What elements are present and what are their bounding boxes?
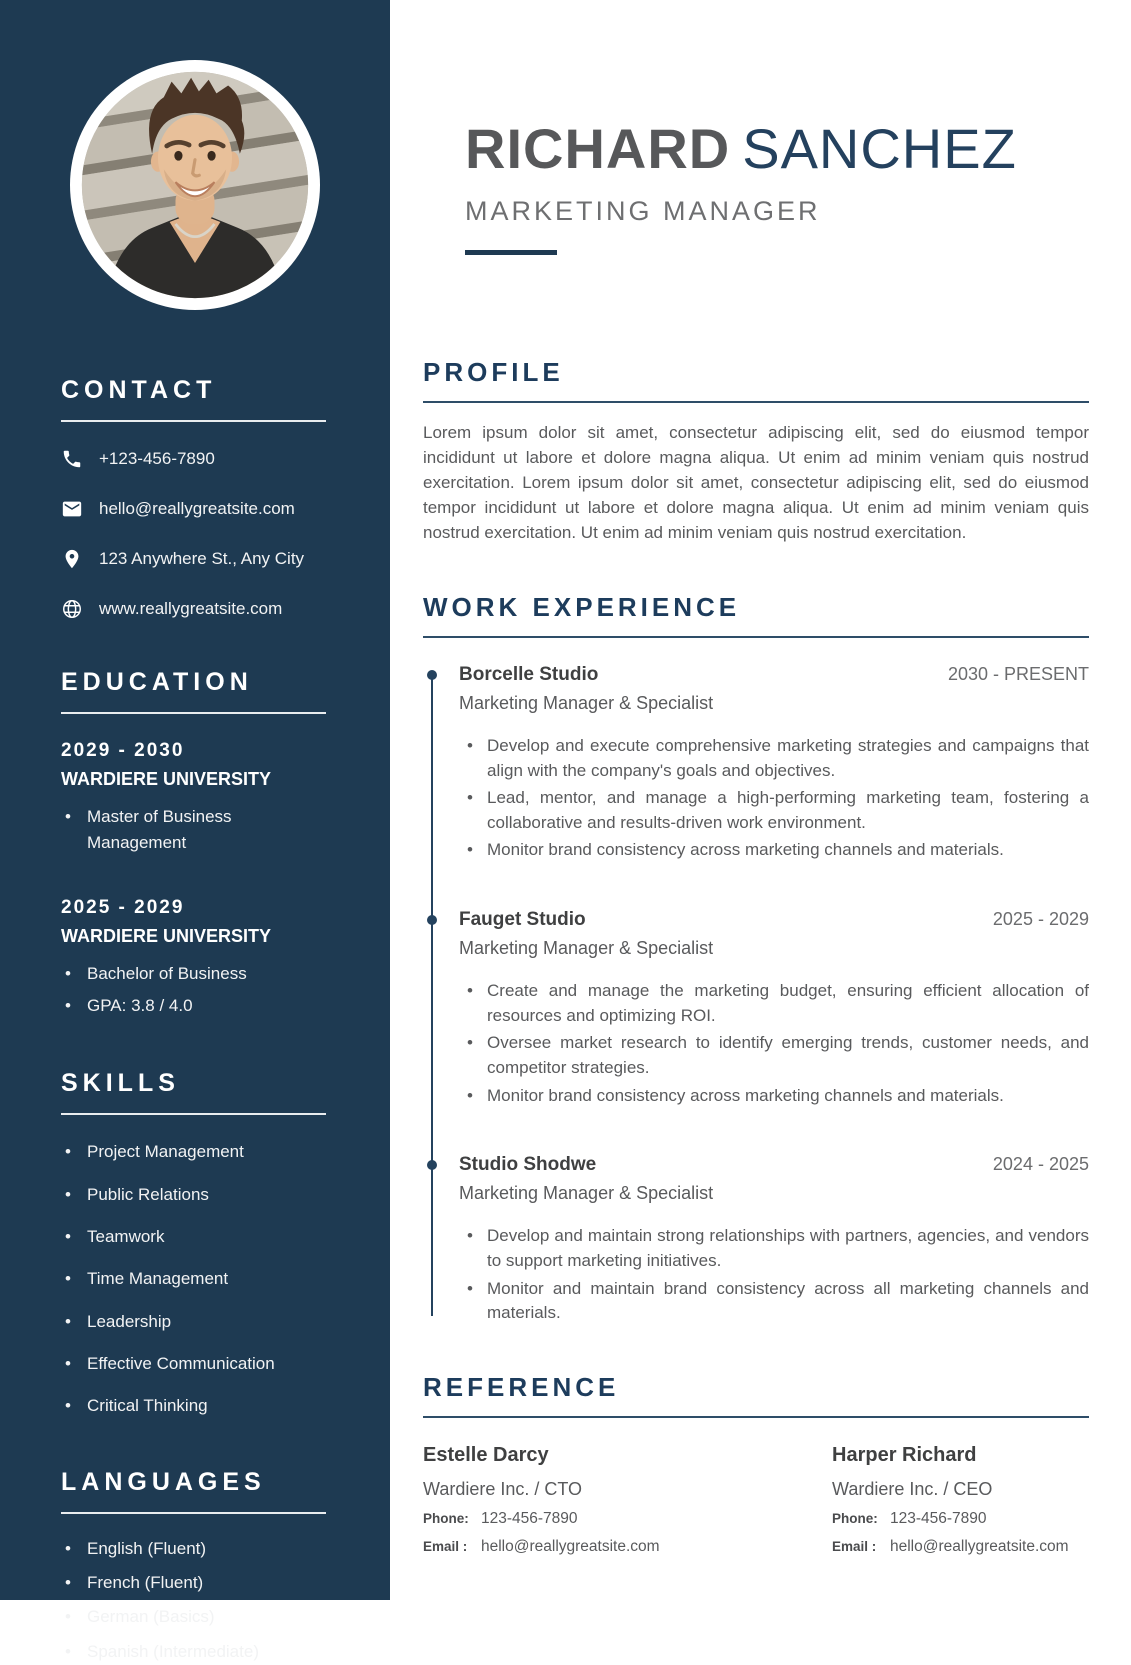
mail-icon [61,498,83,520]
job-entry-shodwe [459,1154,1089,1326]
job-entry-fauget [459,909,1089,1108]
education-details [61,961,326,1020]
languages-list [61,1536,326,1665]
reference-grid [423,1444,1089,1556]
job-bullets [459,734,1089,863]
accent-bar [465,250,557,255]
phone-value: 123-456-7890 [890,1509,987,1527]
reference-company-role: Wardiere Inc. / CEO [832,1478,993,1499]
contact-address-text: 123 Anywhere St., Any City [99,549,305,568]
education-school: WARDIERE UNIVERSITY [61,925,272,946]
contact-item-address [61,548,326,570]
profile-heading: PROFILE [423,357,564,387]
education-detail: • Master of Business Management [61,804,326,857]
phone-value: 123-456-7890 [481,1509,578,1527]
profile-photo [70,60,320,310]
email-value: hello@reallygreatsite.com [890,1537,1069,1555]
last-name: SANCHEZ [742,117,1017,180]
education-details [61,804,326,857]
job-bullet: • Develop and execute comprehensive marketing strategies and campaigns that align with the company's goals and objectives. [459,734,1089,783]
reference-person-estelle [423,1444,832,1556]
reference-phone-row [423,1510,832,1528]
skill-item: • Public Relations [61,1182,326,1208]
location-icon [61,548,83,570]
contact-website-text: www.reallygreatsite.com [99,599,283,618]
job-bullet: • Monitor brand consistency across marketing channels and materials. [459,1084,1089,1109]
job-bullet: • Create and manage the marketing budget, ensuring efficient allocation of resources and optimizing ROI. [459,979,1089,1028]
contact-section [61,376,326,620]
phone-label: Phone: [423,1510,469,1526]
education-entry [61,740,326,857]
reference-person-harper [832,1444,1089,1556]
job-title: MARKETING MANAGER [465,196,821,226]
skill-item: • Project Management [61,1139,326,1165]
reference-name: Harper Richard [832,1443,977,1466]
skills-section [61,1069,326,1419]
globe-icon [61,598,83,620]
reference-name: Estelle Darcy [423,1443,549,1466]
first-name: RICHARD [465,117,731,180]
job-bullets [459,979,1089,1108]
job-bullets [459,1224,1089,1326]
language-item: • German (Basics) [61,1604,326,1630]
job-bullet: • Lead, mentor, and manage a high-performing marketing team, fostering a collaborative and results-driven work environment. [459,786,1089,835]
education-heading: EDUCATION [61,668,326,714]
job-bullet: • Monitor and maintain brand consistency across all marketing channels and materials. [459,1277,1089,1326]
email-value: hello@reallygreatsite.com [481,1537,660,1555]
language-item: • English (Fluent) [61,1536,326,1562]
education-years: 2029 - 2030 [61,740,185,761]
job-head [459,1154,1089,1204]
reference-company-role: Wardiere Inc. / CTO [423,1478,583,1499]
job-period: 2024 - 2025 [992,1154,1089,1175]
job-head [459,909,1089,959]
job-head [459,664,1089,714]
header-block [423,116,1089,255]
education-entry [61,897,326,1020]
contact-item-phone [61,448,326,470]
job-role: Marketing Manager & Specialist [459,1183,714,1204]
job-bullet: • Oversee market research to identify emerging trends, customer needs, and competitor strategies. [459,1031,1089,1080]
section-rule [423,401,1089,403]
job-period: 2030 - PRESENT [947,663,1089,684]
job-bullet: • Monitor brand consistency across marketing channels and materials. [459,838,1089,863]
skills-heading: SKILLS [61,1069,326,1115]
job-bullet: • Develop and maintain strong relationships with partners, agencies, and vendors to support marketing initiatives. [459,1224,1089,1273]
skill-item: • Leadership [61,1309,326,1335]
languages-heading: LANGUAGES [61,1468,326,1514]
reference-email-row [832,1538,1089,1556]
language-item: • French (Fluent) [61,1570,326,1596]
reference-section [423,1372,1089,1556]
email-label: Email : [832,1538,877,1554]
languages-section [61,1468,326,1665]
skill-item: • Time Management [61,1266,326,1292]
education-detail: • Bachelor of Business [61,961,326,987]
contact-list [61,448,326,620]
contact-email-text: hello@reallygreatsite.com [99,499,295,518]
reference-email-row [423,1538,832,1556]
work-timeline [423,664,1089,1326]
contact-heading: CONTACT [61,376,326,422]
language-item: • Spanish (Intermediate) [61,1639,326,1665]
contact-item-email [61,498,326,520]
education-years: 2025 - 2029 [61,896,185,918]
contact-item-website [61,598,326,620]
job-company: Studio Shodwe [459,1154,597,1176]
skill-item: • Effective Communication [61,1351,326,1377]
job-role: Marketing Manager & Specialist [459,938,714,959]
avatar-image [78,68,312,302]
skill-item: • Teamwork [61,1224,326,1250]
job-role: Marketing Manager & Specialist [459,692,714,713]
job-entry-borcelle [459,664,1089,863]
work-experience-heading: WORK EXPERIENCE [423,591,741,622]
section-rule [423,636,1089,638]
section-rule [423,1416,1089,1418]
skills-list [61,1139,326,1419]
main-content [390,0,1131,1600]
job-company: Borcelle Studio [459,663,599,685]
phone-icon [61,448,83,470]
education-section [61,668,326,1019]
profile-section [423,357,1089,546]
skill-item: • Critical Thinking [61,1393,326,1419]
sidebar [0,0,390,1661]
job-period: 2025 - 2029 [992,909,1089,930]
email-label: Email : [423,1538,468,1554]
job-company: Fauget Studio [459,909,586,931]
reference-phone-row [832,1510,1089,1528]
contact-phone-text: +123-456-7890 [99,449,215,468]
person-name [465,116,1089,181]
reference-heading: REFERENCE [423,1371,620,1402]
education-detail: • GPA: 3.8 / 4.0 [61,993,326,1019]
profile-text: Lorem ipsum dolor sit amet, consectetur adipiscing elit, sed do eiusmod tempor incididunt ut labore et dolore magna aliqua. Ut enim ad minim veniam quis nostrud exercitation. Lorem ipsum dolor sit amet, consectetur adipiscing elit, sed do eiusmod tempor incididunt ut labore et dolore magna aliqua. Ut enim ad minim veniam quis nostrud exercitation. Ut enim ad minim veniam quis nostrud exercitation. [423,423,1089,542]
work-experience-section [423,592,1089,1326]
phone-label: Phone: [832,1510,878,1526]
education-school: WARDIERE UNIVERSITY [61,769,272,789]
